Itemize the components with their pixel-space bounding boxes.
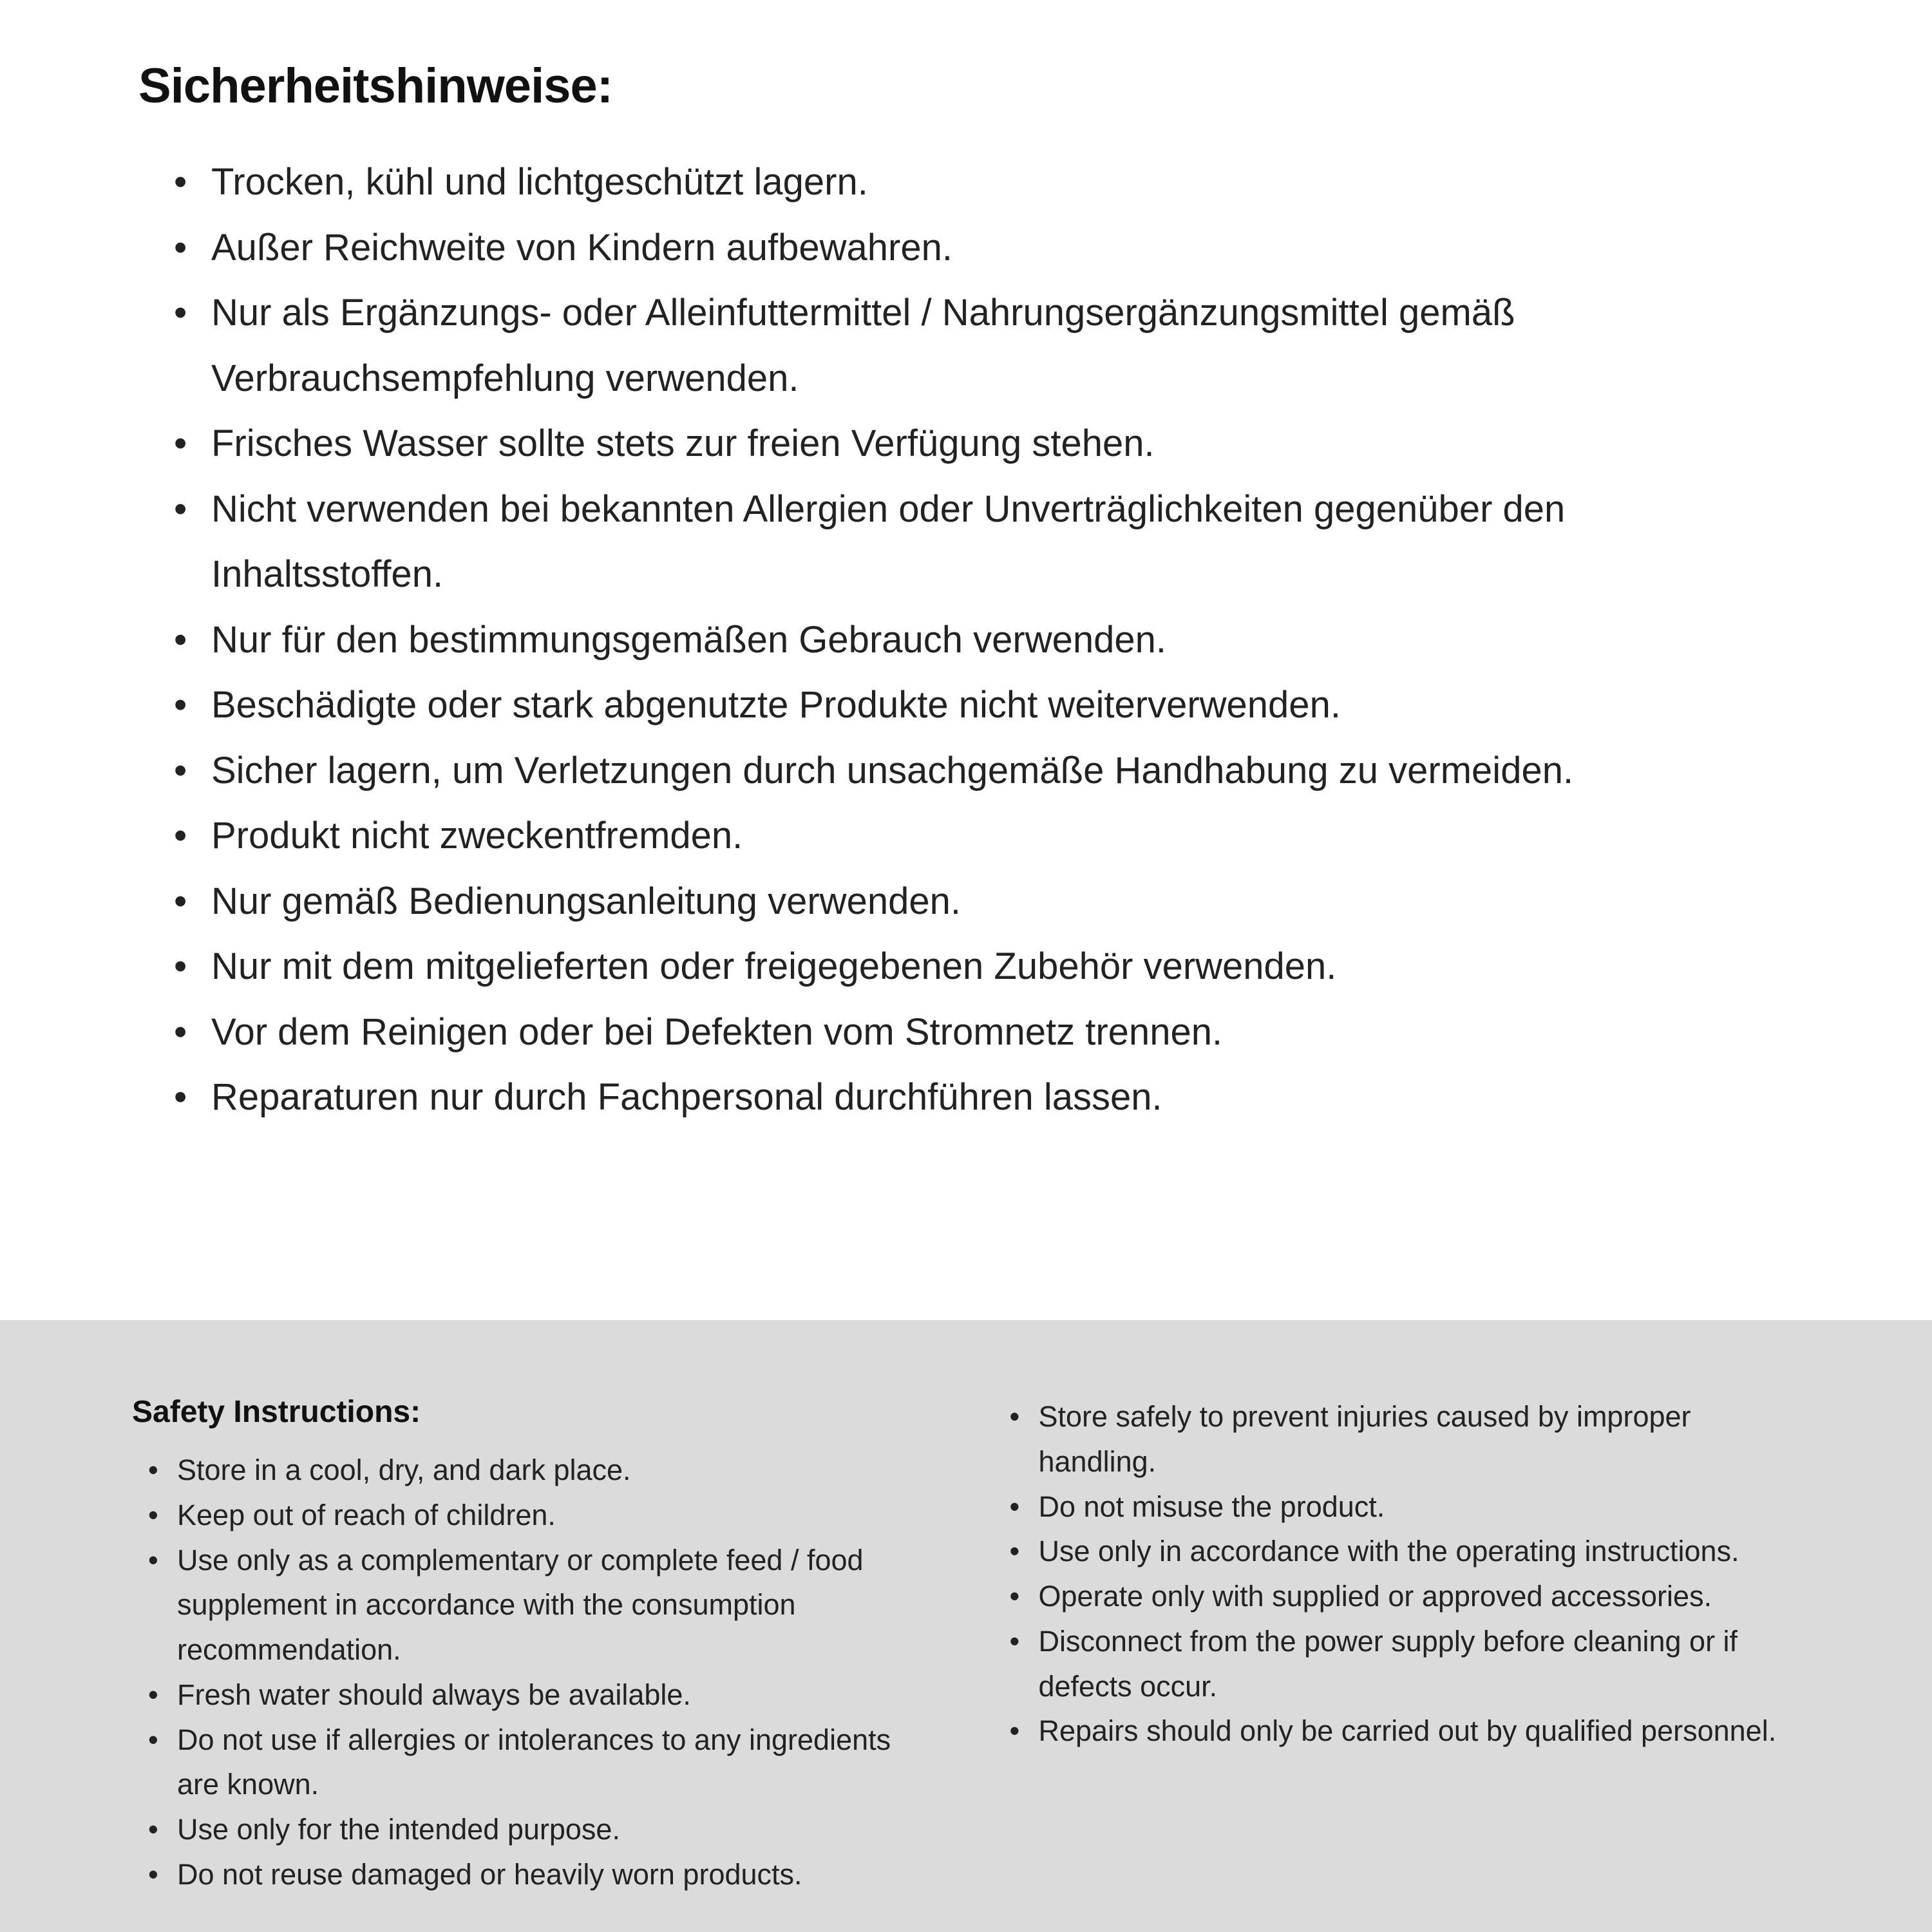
english-item-text: Do not misuse the product.	[1038, 1490, 1385, 1523]
german-list-item	[174, 1065, 1803, 1130]
bullet-icon: •	[174, 945, 187, 987]
german-list-item	[174, 999, 1803, 1065]
german-item-text: Nur mit dem mitgelieferten oder freigegebenen Zubehör verwenden.	[211, 945, 1337, 987]
german-list-item	[174, 215, 1803, 281]
german-item-text: Vor dem Reinigen oder bei Defekten vom Stromnetz trennen.	[211, 1010, 1223, 1053]
bullet-icon: •	[174, 880, 187, 922]
german-list-item	[174, 738, 1803, 804]
bullet-icon: •	[148, 1857, 158, 1891]
german-list-item	[174, 149, 1803, 215]
german-title: Sicherheitshinweise:	[138, 59, 613, 113]
german-list-item	[174, 672, 1803, 738]
english-item-text: Fresh water should always be available.	[177, 1678, 691, 1711]
english-item-text: Store in a cool, dry, and dark place.	[177, 1454, 631, 1486]
bullet-icon: •	[174, 161, 187, 203]
english-list-item	[1010, 1574, 1817, 1619]
german-item-text: Nicht verwenden bei bekannten Allergien oder Unverträglichkeiten gegenüber den Inhaltsstoffen.	[211, 488, 1566, 595]
german-list-item	[174, 477, 1803, 607]
german-item-text: Reparaturen nur durch Fachpersonal durchführen lassen.	[211, 1076, 1162, 1118]
english-list-item	[148, 1493, 939, 1538]
english-item-text: Disconnect from the power supply before cleaning or if defects occur.	[1038, 1624, 1738, 1703]
german-list-item	[174, 869, 1803, 934]
bullet-icon: •	[1009, 1490, 1020, 1523]
english-list-item	[1010, 1619, 1817, 1709]
german-item-text: Frisches Wasser sollte stets zur freien Verfügung stehen.	[211, 422, 1155, 464]
bullet-icon: •	[174, 618, 187, 661]
bullet-icon: •	[148, 1543, 158, 1577]
english-item-text: Keep out of reach of children.	[177, 1498, 556, 1531]
bullet-icon: •	[174, 815, 187, 857]
bullet-icon: •	[148, 1813, 158, 1846]
english-right-bullet-list	[1010, 1394, 1817, 1754]
english-item-text: Use only as a complementary or complete feed / food supplement in accordance with the consumption recommendation.	[177, 1543, 864, 1666]
bullet-icon: •	[174, 1076, 187, 1118]
english-right-column	[1010, 1394, 1817, 1932]
english-item-text: Use only in accordance with the operating instructions.	[1038, 1535, 1739, 1568]
english-list-item	[148, 1807, 939, 1852]
english-item-text: Store safely to prevent injuries caused by improper handling.	[1038, 1400, 1691, 1478]
english-item-text: Repairs should only be carried out by qualified personnel.	[1038, 1714, 1777, 1748]
german-item-text: Nur gemäß Bedienungsanleitung verwenden.	[211, 880, 961, 922]
bullet-icon: •	[1009, 1400, 1020, 1433]
bullet-icon: •	[174, 226, 187, 269]
german-item-text: Trocken, kühl und lichtgeschützt lagern.	[211, 161, 868, 203]
english-left-column	[132, 1394, 939, 1932]
english-list-item	[1010, 1709, 1817, 1754]
german-list-item	[174, 411, 1803, 477]
english-list-item	[1010, 1484, 1817, 1530]
german-list-item	[174, 280, 1803, 411]
german-list-item	[174, 803, 1803, 869]
bullet-icon: •	[148, 1678, 158, 1711]
bullet-icon: •	[174, 292, 187, 334]
bullet-icon: •	[148, 1723, 158, 1756]
english-title: Safety Instructions:	[132, 1395, 421, 1429]
german-item-text: Beschädigte oder stark abgenutzte Produkte nicht weiterverwenden.	[211, 684, 1341, 726]
english-list-item	[1010, 1394, 1817, 1484]
german-item-text: Außer Reichweite von Kindern aufbewahren.	[211, 226, 952, 269]
bullet-icon: •	[1009, 1624, 1020, 1658]
bullet-icon: •	[1009, 1580, 1020, 1613]
bullet-icon: •	[148, 1454, 158, 1486]
english-left-bullet-list	[132, 1448, 939, 1897]
german-bullet-list	[138, 149, 1803, 1130]
german-item-text: Produkt nicht zweckentfremden.	[211, 815, 743, 857]
bullet-icon: •	[174, 422, 187, 464]
english-list-item	[148, 1538, 939, 1672]
bullet-icon: •	[1009, 1714, 1020, 1748]
english-section	[0, 1320, 1932, 1932]
english-item-text: Use only for the intended purpose.	[177, 1813, 620, 1846]
german-list-item	[174, 607, 1803, 673]
bullet-icon: •	[1009, 1535, 1020, 1568]
bullet-icon: •	[174, 684, 187, 726]
english-list-item	[148, 1852, 939, 1897]
bullet-icon: •	[174, 488, 187, 530]
german-item-text: Nur für den bestimmungsgemäßen Gebrauch verwenden.	[211, 618, 1166, 661]
english-list-item	[148, 1448, 939, 1493]
german-item-text: Nur als Ergänzungs- oder Alleinfuttermittel / Nahrungsergänzungsmittel gemäß Verbrauchsempfehlung verwenden.	[211, 292, 1515, 399]
english-item-text: Do not use if allergies or intolerances to any ingredients are known.	[177, 1723, 891, 1801]
english-list-item	[1010, 1529, 1817, 1574]
english-list-item	[148, 1718, 939, 1808]
bullet-icon: •	[174, 749, 187, 791]
german-item-text: Sicher lagern, um Verletzungen durch unsachgemäße Handhabung zu vermeiden.	[211, 749, 1574, 791]
english-item-text: Do not reuse damaged or heavily worn products.	[177, 1857, 802, 1891]
english-list-item	[148, 1672, 939, 1718]
bullet-icon: •	[148, 1498, 158, 1531]
german-list-item	[174, 934, 1803, 999]
english-item-text: Operate only with supplied or approved accessories.	[1038, 1580, 1712, 1613]
bullet-icon: •	[174, 1010, 187, 1053]
